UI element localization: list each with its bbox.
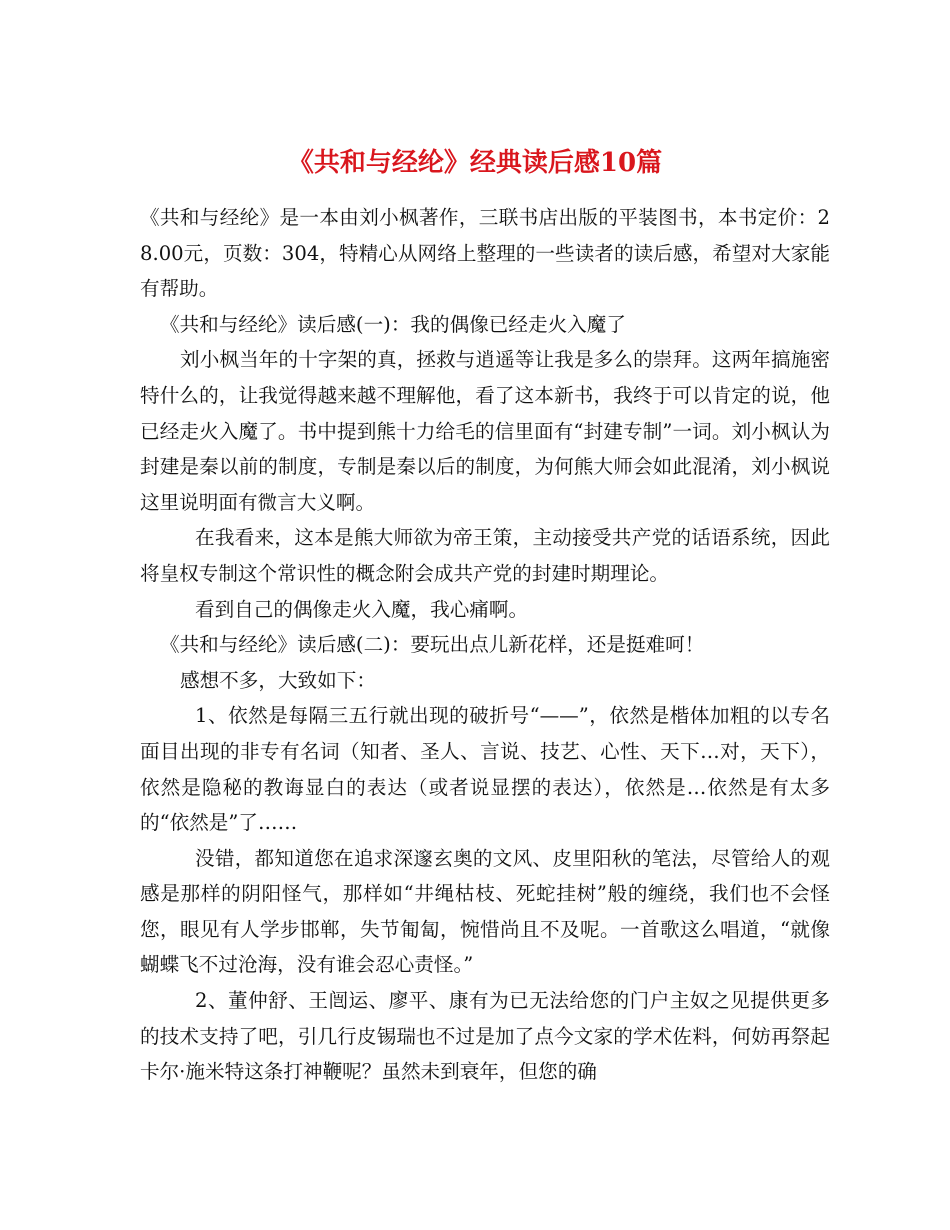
paragraph: 刘小枫当年的十字架的真，拯救与逍遥等让我是多么的崇拜。这两年搞施密特什么的，让我觉得越来越不理解他，看了这本新书，我终于可以肯定的说，他已经走火入魔了。书中提到熊十力给毛的信里面有“封建专制”一词。刘小枫认为封建是秦以前的制度，专制是秦以后的制度，为何熊大师会如此混淆，刘小枫说这里说明面有微言大义啊。	[140, 348, 830, 514]
paragraph: 没错，都知道您在追求深邃玄奥的文风、皮里阳秋的笔法，尽管给人的观感是那样的阴阳怪气，那样如“井绳枯枝、死蛇挂树”般的缠绕，我们也不会怪您，眼见有人学步邯郸，失节匍匐，惋惜尚且不及呢。一首歌这么唱道，“就像蝴蝶飞不过沧海，没有谁会忍心责怪。”	[140, 846, 830, 977]
section-heading-2: 《共和与经纶》读后感(二)：要玩出点儿新花样，还是挺难呵！	[160, 633, 705, 657]
paragraph: 感想不多，大致如下：	[180, 668, 376, 692]
paragraph: 1、依然是每隔三五行就出现的破折号“——”，依然是楷体加粗的以专名面目出现的非专有名词（知者、圣人、言说、技艺、心性、天下…对，天下），依然是隐秘的教诲显白的表达（或者说显摆的表达），依然是…依然是有太多的“依然是”了……	[140, 704, 830, 835]
paragraph: 看到自己的偶像走火入魔，我心痛啊。	[195, 597, 529, 621]
paragraph: 2、董仲舒、王闿运、廖平、康有为已无法给您的门户主奴之见提供更多的技术支持了吧，引几行皮锡瑞也不过是加了点今文家的学术佐料，何妨再祭起卡尔·施米特这条打神鞭呢？虽然未到衰年，但您的确	[140, 989, 830, 1084]
paragraph-intro: 《共和与经纶》是一本由刘小枫著作，三联书店出版的平装图书，本书定价：28.00元，页数：304，特精心从网络上整理的一些读者的读后感，希望对大家能有帮助。	[140, 206, 830, 301]
document-body	[140, 200, 830, 1090]
document-title: 《共和与经纶》经典读后感10篇	[287, 148, 663, 179]
paragraph: 在我看来，这本是熊大师欲为帝王策，主动接受共产党的话语系统，因此将皇权专制这个常识性的概念附会成共产党的封建时期理论。	[140, 526, 830, 585]
section-heading-1: 《共和与经纶》读后感(一)：我的偶像已经走火入魔了	[160, 312, 626, 336]
